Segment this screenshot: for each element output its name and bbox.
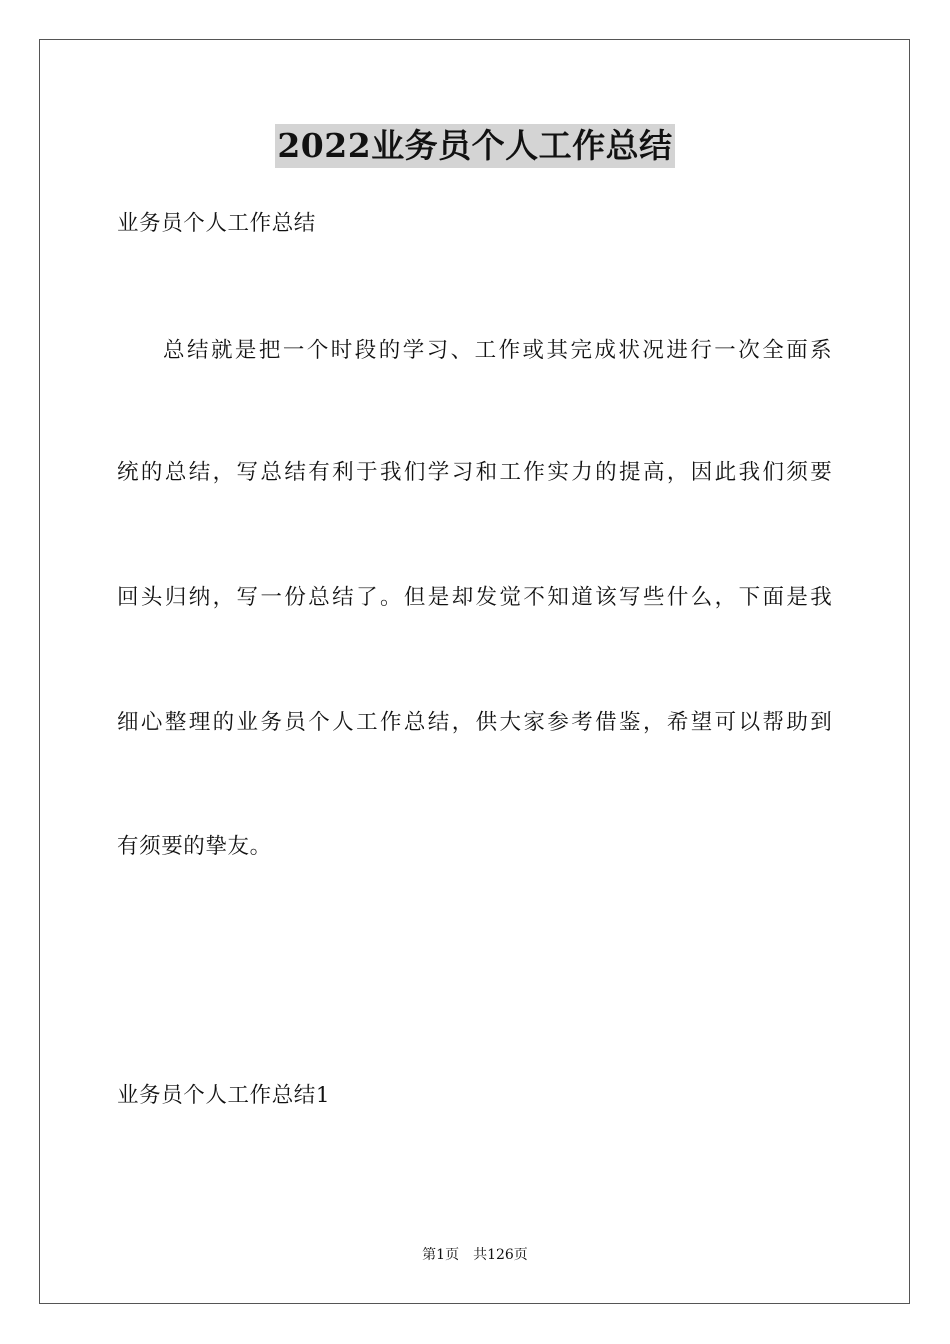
document-title: 2022业务员个人工作总结 bbox=[275, 124, 674, 168]
paragraph-line-2: 统 的 总 结 ， 写 总 结 有 利 于 我 们 学 习 和 工 作 实 力 的 提 高 ， 因 此 我 们 须 要 bbox=[117, 460, 832, 485]
paragraph-line-5: 有须要的挚友。 bbox=[117, 834, 272, 859]
paragraph-line-1: 总 结 就 是 把 一 个 时 段 的 学 习 、 工 作 或 其 完 成 状 况 进 行 一 次 全 面 系 bbox=[163, 338, 832, 363]
section-heading: 业务员个人工作总结1 bbox=[117, 1083, 331, 1108]
page-footer: 第1页 共126页 bbox=[422, 1247, 528, 1263]
paragraph-line-3: 回 头 归 纳 ， 写 一 份 总 结 了 。 但 是 却 发 觉 不 知 道 该 写 些 什 么 ， 下 面 是 我 bbox=[117, 585, 832, 610]
document-subtitle: 业务员个人工作总结 bbox=[117, 211, 316, 236]
title-container bbox=[0, 124, 950, 168]
paragraph-line-4: 细 心 整 理 的 业 务 员 个 人 工 作 总 结 ， 供 大 家 参 考 借 鉴 ， 希 望 可 以 帮 助 到 bbox=[117, 710, 832, 735]
